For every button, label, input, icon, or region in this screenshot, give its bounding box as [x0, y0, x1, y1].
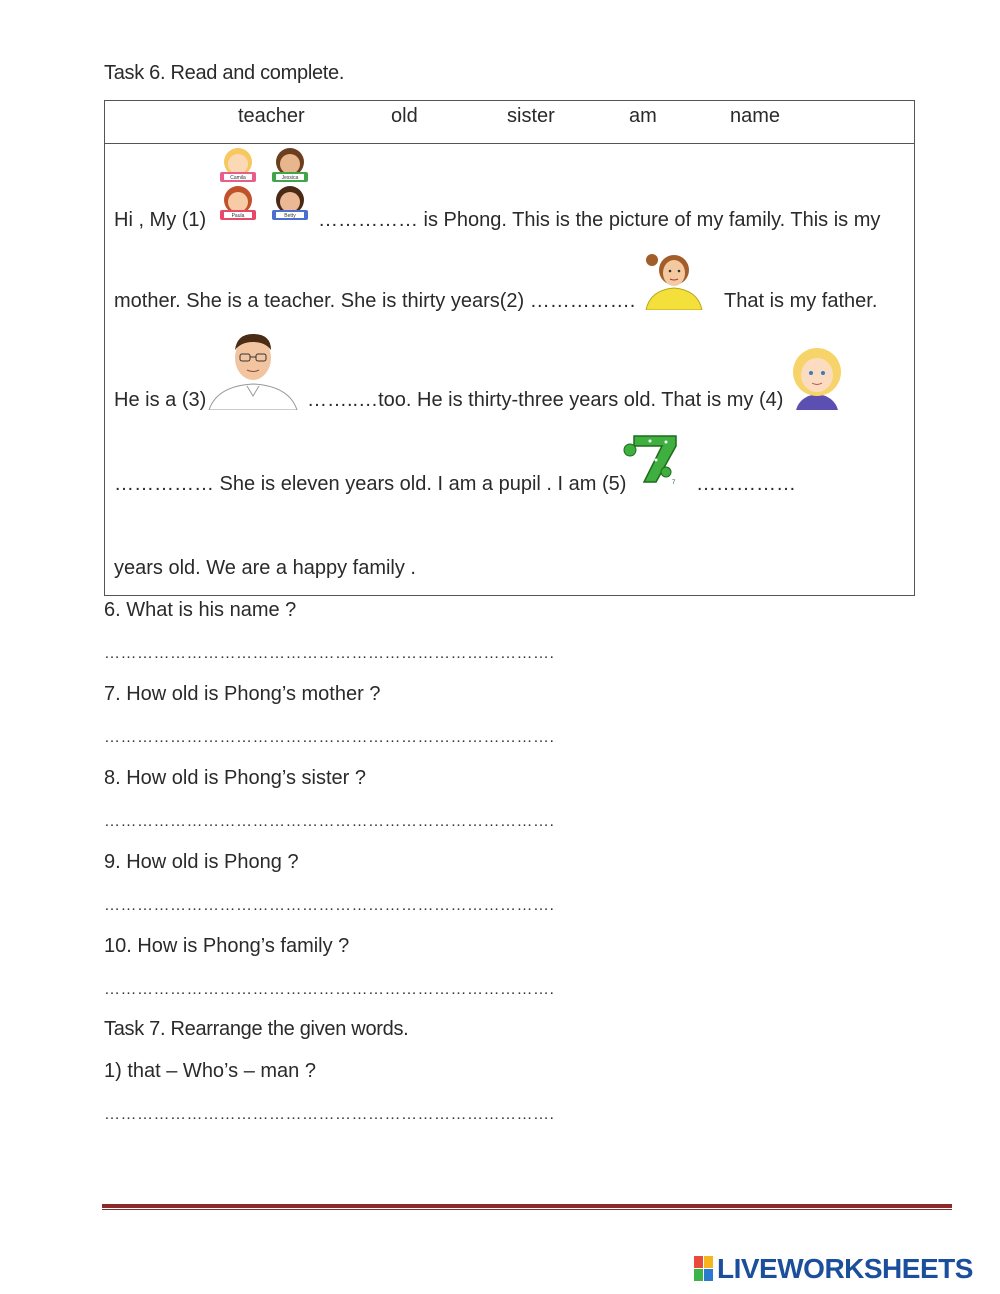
logo-text: LIVEWORKSHEETS — [717, 1253, 973, 1284]
number-seven-picture — [620, 430, 682, 486]
passage-line-4b: …………… — [696, 473, 796, 495]
passage-line-2a: mother. She is a teacher. She is thirty years(2) ……………. — [114, 290, 636, 312]
number-label: 7 — [672, 480, 676, 486]
task6-title: Task 6. Read and complete. — [104, 62, 345, 84]
word-bank-item: am — [629, 105, 657, 127]
question-10: 10. How is Phong’s family ? — [104, 935, 350, 957]
name-tag-label: Jessica — [281, 175, 299, 181]
passage-line-4a: …………… She is eleven years old. I am a pupil . I am (5) — [114, 473, 627, 495]
answer-line-6[interactable]: ………………………………………………………………………. — [104, 645, 555, 662]
girl-picture — [786, 346, 848, 410]
question-9: 9. How old is Phong ? — [104, 851, 299, 873]
woman-picture — [636, 248, 712, 310]
logo-mark-icon — [694, 1256, 714, 1282]
name-tag-label: Camila — [230, 175, 246, 181]
word-bank-item: name — [730, 105, 781, 127]
word-bank-box — [104, 100, 915, 144]
question-8: 8. How old is Phong’s sister ? — [104, 767, 366, 789]
question-6: 6. What is his name ? — [104, 599, 297, 621]
liveworksheets-logo — [694, 1254, 973, 1284]
footer-rule-thin — [102, 1209, 952, 1210]
name-tag-label: Paula — [231, 213, 245, 219]
task7-title: Task 7. Rearrange the given words. — [104, 1018, 409, 1040]
task7-item-1: 1) that – Who’s – man ? — [104, 1060, 316, 1082]
answer-line-8[interactable]: ………………………………………………………………………. — [104, 813, 555, 830]
answer-line-10[interactable]: ………………………………………………………………………. — [104, 981, 555, 998]
man-picture — [203, 330, 303, 410]
name-tag-label: Betty — [284, 213, 296, 219]
passage-line-1a: Hi , My (1) — [114, 209, 207, 231]
passage-line-2b: That is my father. — [724, 290, 878, 312]
answer-line-7[interactable]: ………………………………………………………………………. — [104, 729, 555, 746]
passage-line-3b: ……..…too. He is thirty-three years old. That is my (4) — [307, 389, 784, 411]
word-bank-item: sister — [507, 105, 555, 127]
passage-line-1b: …………… is Phong. This is the picture of my family. This is my — [318, 209, 881, 231]
answer-line-9[interactable]: ………………………………………………………………………. — [104, 897, 555, 914]
passage-line-5: years old. We are a happy family . — [114, 557, 416, 579]
word-bank-item: teacher — [238, 105, 305, 127]
footer-rule — [102, 1204, 952, 1208]
passage-line-3a: He is a (3) — [114, 389, 207, 411]
name-tags-picture — [216, 146, 314, 226]
word-bank-item: old — [391, 105, 418, 127]
question-7: 7. How old is Phong’s mother ? — [104, 683, 381, 705]
task7-answer-line-1[interactable]: ………………………………………………………………………. — [104, 1106, 555, 1123]
